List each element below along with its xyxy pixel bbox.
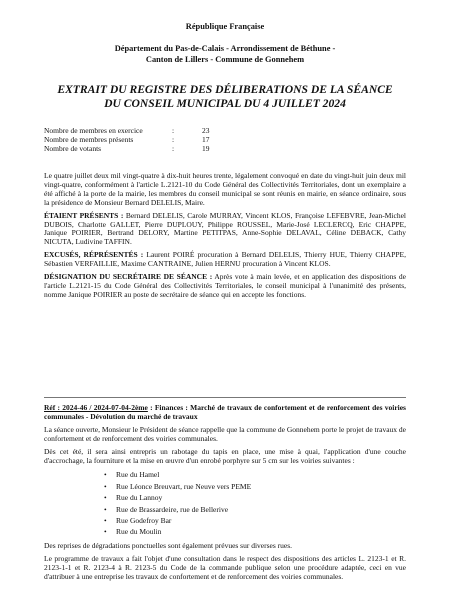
stats-row-presents — [44, 135, 210, 144]
stats-label: Nombre de votants — [44, 144, 102, 153]
excuses-label: EXCUSÉS, RÉPRÉSENTÉS : — [44, 250, 144, 260]
stats-row-exercice — [44, 126, 210, 135]
section-divider — [44, 397, 406, 398]
document-title-line2: DU CONSEIL MUNICIPAL DU 4 JUILLET 2024 — [104, 97, 346, 110]
intro-paragraph: Le quatre juillet deux mil vingt-quatre à dix-huit heures trente, légalement convoqué en date du vingt-huit juin deux mil vingt-quatre, conformément à l'article L.2121-10 du Code Général des Collectivités Territoriales, dont un exemplaire a été affiché à la porte de la mairie, les membres du conseil municipal se sont réunis en mairie, en séance ordinaire, sous la présidence de Monsieur Bernard DELELIS, Maire. — [44, 171, 406, 207]
document-title-line1: EXTRAIT DU REGISTRE DES DÉLIBERATIONS DE LA SÉANCE — [57, 83, 393, 96]
deliberation-section — [44, 404, 406, 586]
list-item: • Rue du Hamel — [116, 469, 406, 480]
presents-text: Bernard DELELIS, Carole MURRAY, Vincent KLOS, Françoise LEFEBVRE, Jean-Michel DUBOIS, Charlotte GALLET, Pierre DUPLOUY, Philippe ROUSSEL, Marie-José LECLERCQ, Eric CHAPPE, Janique POIRIER, Bertrand DELORY, Martine PETITPAS, Anne-Sophie DELAVAL, Céline DEBACK, Cathy NICUTA, Ludivine TAFFIN. — [44, 210, 406, 247]
stats-value: 19 — [202, 144, 210, 153]
deliberation-heading — [44, 404, 406, 422]
excuses-text: Laurent POIRÉ procuration à Bernard DELELIS, Thierry HUE, Thierry CHAPPE, Sébastien VERFAILLIE, Maxime CANTRAINE, Julien HERNU procuration à Vincent KLOS. — [44, 250, 406, 269]
list-item: • Rue Léonce Breuvart, rue Neuve vers PEME — [116, 481, 406, 492]
canton-heading: Canton de Lillers - Commune de Gonnehem — [145, 55, 305, 64]
members-stats — [44, 126, 210, 153]
secretaire-text: Après vote à main levée, et en application des dispositions de l'article L.2121-15 du Code Général des Collectivités Territoriales, le conseil municipal à l'unanimité des présents, nomme Janique POIRIER au poste de secrétaire de séance qui en accepte les fonctions. — [44, 272, 407, 299]
stats-label: Nombre de membres en exercice — [44, 126, 143, 135]
secretaire-paragraph — [44, 273, 406, 300]
presents-label: ÉTAIENT PRÉSENTS : — [44, 210, 124, 220]
secretaire-label: DÉSIGNATION DU SECRÉTAIRE DE SÉANCE : — [44, 272, 213, 282]
deliberation-p3: Des reprises de dégradations ponctuelles sont également prévues sur diverses rues. — [44, 540, 293, 550]
stats-row-votants — [44, 144, 210, 153]
list-item: • Rue de Brassardeire, rue de Bellerive — [116, 504, 406, 515]
list-item: • Rue du Moulin — [116, 526, 406, 537]
minutes-body — [44, 172, 406, 304]
departement-heading: Département du Pas-de-Calais - Arrondissement de Béthune - — [114, 44, 336, 53]
streets-list — [44, 469, 406, 537]
stats-value: 23 — [202, 126, 210, 135]
stats-sep: : — [172, 144, 175, 153]
deliberation-p4: Le programme de travaux a fait l'objet d'une consultation dans le respect des dispositions des articles L. 2123-1 et R. 2123-1-1 et R. 2123-4 à R. 2123-5 du Code de la commande publique selon une procédure adaptée, ceci en vue d'attribuer à une entreprise les travaux de confortement et de renforcement des voiries communales. — [44, 553, 406, 581]
excuses-paragraph — [44, 251, 406, 269]
deliberation-ref: Réf : 2024-46 / 2024-07-04-2ème — [44, 403, 148, 412]
deliberation-p2: Dès cet été, il sera ainsi entrepris un rabotage du tapis en place, une mise à quai, l'application d'une couche d'accrochage, la fourniture et la mise en œuvre d'un enrobé porphyre sur 5 cm sur les voiries suivantes : — [44, 446, 406, 465]
stats-sep: : — [172, 126, 175, 135]
stats-sep: : — [172, 135, 175, 144]
presents-paragraph — [44, 212, 406, 248]
deliberation-title: : Finances : Marché de travaux de confortement et de renforcement des voiries communales - Dévolution du marché de travaux — [44, 403, 406, 421]
stats-value: 17 — [202, 135, 210, 144]
deliberation-p1: La séance ouverte, Monsieur le Président de séance rappelle que la commune de Gonnehem porte le projet de travaux de confortement et de renforcement des voiries communales. — [44, 424, 406, 443]
stats-label: Nombre de membres présents — [44, 135, 134, 144]
republique-heading: République Française — [185, 22, 265, 31]
list-item: • Rue du Lannoy — [116, 492, 406, 503]
list-item: • Rue Godefroy Bar — [116, 515, 406, 526]
